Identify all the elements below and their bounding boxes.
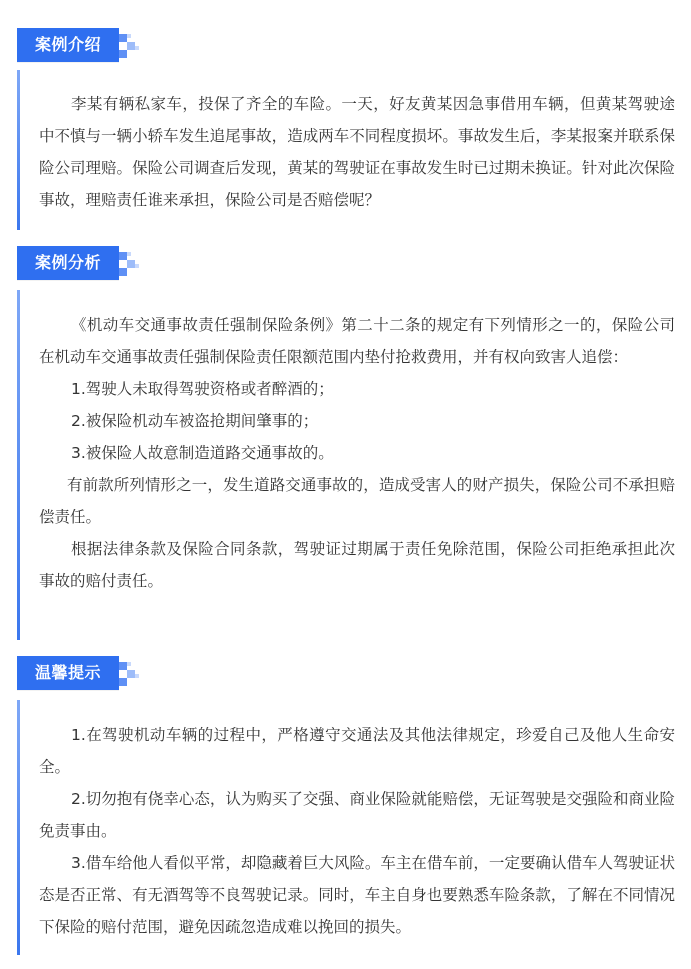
decor-pixel [127,670,135,678]
list-item: 1.驾驶人未取得驾驶资格或者醉酒的； [71,380,334,398]
section-title: 案例分析 [34,253,101,272]
section-title: 案例介绍 [34,35,101,54]
section-left-bar [17,290,20,640]
section-title-badge [17,656,119,690]
decor-pixel [135,674,139,678]
decor-pixel [119,662,127,670]
list-item: 2.切勿抱有侥幸心态，认为购买了交强、商业保险就能赔偿，无证驾驶是交强险和商业险免责事由。 [39,790,675,840]
list-item: 2.被保险机动车被盗抢期间肇事的； [71,412,319,430]
decor-pixel [119,268,127,276]
decor-pixel [127,260,135,268]
paragraph: 李某有辆私家车，投保了齐全的车险。一天，好友黄某因急事借用车辆，但黄某驾驶途中不慎与一辆小轿车发生追尾事故，造成两车不同程度损坏。事故发生后，李某报案并联系保险公司理赔。保险公司调查后发现，黄某的驾驶证在事故发生时已过期未换证。针对此次保险事故，理赔责任谁来承担，保险公司是否赔偿呢？ [39,95,675,209]
list-item: 3.被保险人故意制造道路交通事故的。 [71,444,334,462]
section-title: 温馨提示 [34,663,101,682]
decor-pixel [119,252,127,260]
list-item: 1.在驾驶机动车辆的过程中，严格遵守交通法及其他法律规定，珍爱自己及他人生命安全。 [39,726,675,776]
paragraph: 根据法律条款及保险合同条款，驾驶证过期属于责任免除范围，保险公司拒绝承担此次事故的赔付责任。 [39,540,675,590]
section-title-badge [17,28,119,62]
section-body [39,719,675,943]
decor-pixel [119,34,127,42]
section-body [39,88,675,216]
decor-pixel [119,50,127,58]
section-left-bar [17,70,20,230]
decor-pixel [127,34,131,38]
decor-pixel [127,662,131,666]
section-title-badge [17,246,119,280]
list-item: 3.借车给他人看似平常，却隐藏着巨大风险。车主在借车前，一定要确认借车人驾驶证状态是否正常、有无酒驾等不良驾驶记录。同时，车主自身也要熟悉车险条款，了解在不同情况下保险的赔付范围，避免因疏忽造成难以挽回的损失。 [39,854,675,936]
decor-pixel [119,678,127,686]
decor-pixel [135,46,139,50]
decor-pixel [127,252,131,256]
decor-pixel [135,264,139,268]
paragraph: 有前款所列情形之一，发生道路交通事故的，造成受害人的财产损失，保险公司不承担赔偿责任。 [39,476,675,526]
section-body [39,309,675,597]
paragraph: 《机动车交通事故责任强制保险条例》第二十二条的规定有下列情形之一的，保险公司在机动车交通事故责任强制保险责任限额范围内垫付抢救费用，并有权向致害人追偿： [39,316,675,366]
decor-pixel [127,42,135,50]
section-left-bar [17,700,20,955]
